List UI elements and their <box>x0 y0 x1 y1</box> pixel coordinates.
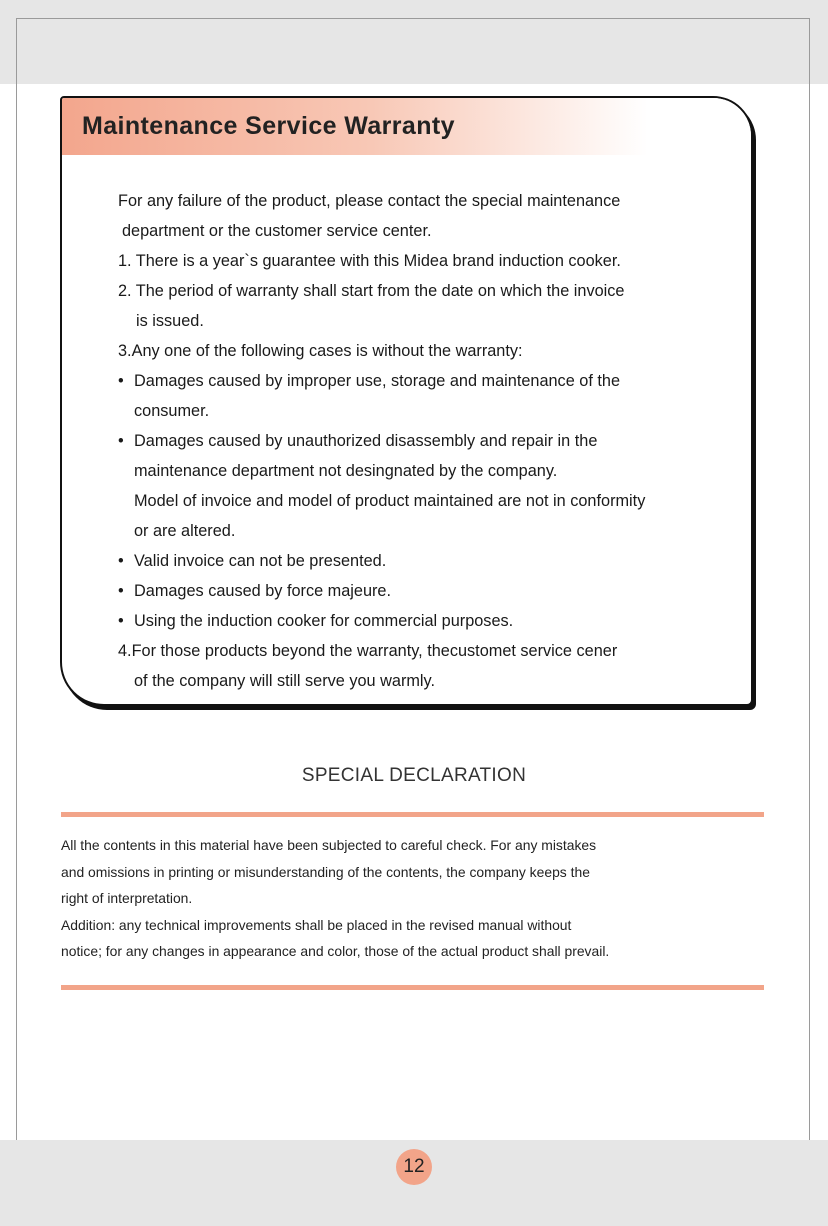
divider <box>61 985 764 990</box>
bullet-icon: • <box>118 612 124 630</box>
declaration-body <box>61 832 781 965</box>
warranty-title: Maintenance Service Warranty <box>82 112 455 140</box>
bullet-icon: • <box>118 582 124 600</box>
bullet-item <box>118 366 743 396</box>
bullet-item <box>118 426 743 456</box>
warranty-intro-line: For any failure of the product, please contact the special maintenance <box>118 192 621 210</box>
bullet-item <box>118 546 743 576</box>
bullet-item <box>118 576 743 606</box>
declaration-line: right of interpretation. <box>61 890 193 906</box>
bullet-text-cont: maintenance department not desingnated by the company. <box>134 462 558 480</box>
bullet-text-cont: or are altered. <box>134 522 236 540</box>
warranty-item-3: 3.Any one of the following cases is without the warranty: <box>118 342 523 360</box>
bullet-text: Valid invoice can not be presented. <box>134 552 387 570</box>
warranty-box <box>60 96 753 706</box>
declaration-title: SPECIAL DECLARATION <box>301 765 527 786</box>
bullet-text-cont: Model of invoice and model of product maintained are not in conformity <box>134 492 646 510</box>
warranty-item-4-cont: of the company will still serve you warmly. <box>134 672 435 690</box>
warranty-body <box>118 186 743 696</box>
bullet-icon: • <box>118 432 124 450</box>
bullet-icon: • <box>118 552 124 570</box>
bullet-text: Damages caused by improper use, storage and maintenance of the <box>134 372 621 390</box>
warranty-item-2-cont: is issued. <box>136 312 204 330</box>
warranty-header <box>62 98 751 155</box>
warranty-item-1: 1. There is a year`s guarantee with this Midea brand induction cooker. <box>118 252 621 270</box>
declaration-line: All the contents in this material have been subjected to careful check. For any mistakes <box>61 837 597 853</box>
warranty-item-2: 2. The period of warranty shall start from the date on which the invoice <box>118 282 625 300</box>
bullet-text-cont: consumer. <box>134 402 210 420</box>
bullet-text: Damages caused by force majeure. <box>134 582 392 600</box>
warranty-intro-line: department or the customer service center. <box>122 222 432 240</box>
declaration-line: Addition: any technical improvements shall be placed in the revised manual without <box>61 916 572 933</box>
declaration-line: and omissions in printing or misunderstanding of the contents, the company keeps the <box>61 863 590 880</box>
divider <box>61 812 764 817</box>
bullet-text: Using the induction cooker for commercial purposes. <box>134 612 514 630</box>
declaration-line: notice; for any changes in appearance and color, those of the actual product shall prevail. <box>61 943 610 959</box>
warranty-item-4: 4.For those products beyond the warranty, thecustomet service cener <box>118 642 618 660</box>
bullet-item <box>118 606 743 636</box>
bullet-text: Damages caused by unauthorized disassembly and repair in the <box>134 432 598 450</box>
page-number: 12 <box>396 1149 432 1185</box>
bullet-icon: • <box>118 372 124 390</box>
